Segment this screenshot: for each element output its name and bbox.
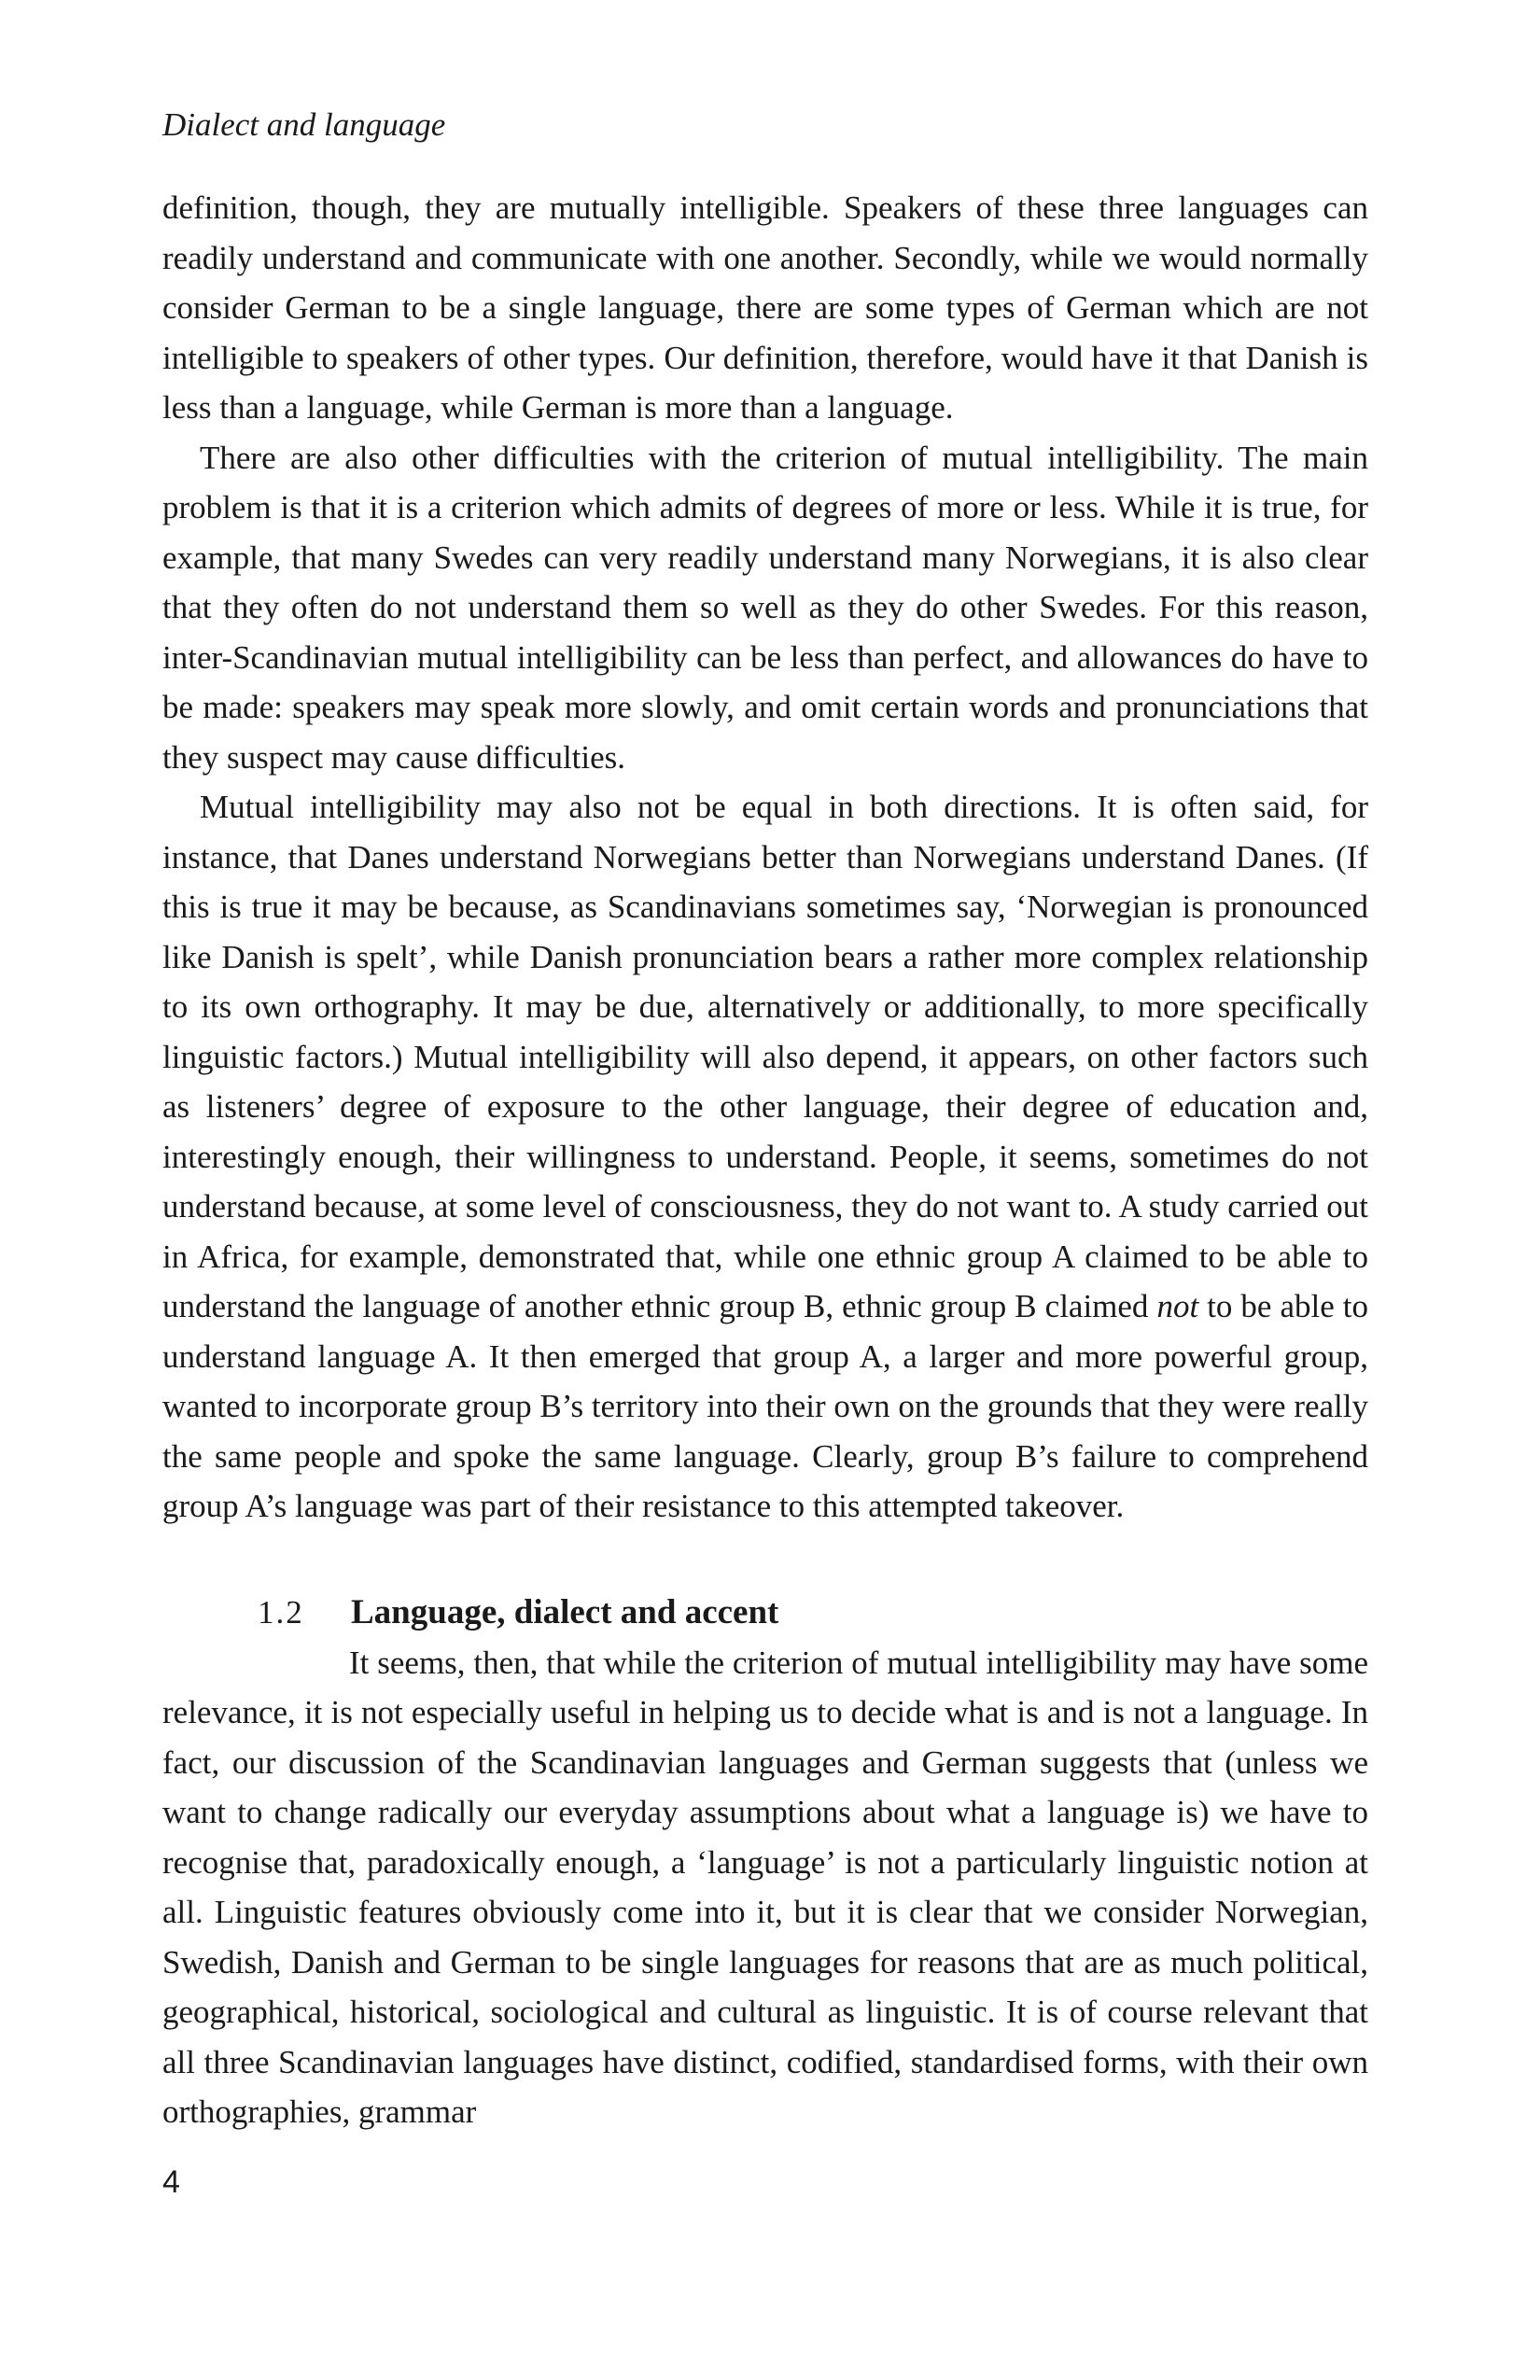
paragraph-intelligibility-degrees: There are also other difficulties with the criterion of mutual intelligibility. The main problem is that it is a criterion which admits of degrees of more or less. While it is true, for example, that many Swedes can very readily understand many Norwegians, it is also clear that they often do not understand them so well as they do other Swedes. For this reason, inter-Scandinavian mutual intelligibility can be less than perfect, and allowances do have to be made: speakers may speak more slowly, and omit certain words and pronunciations that they suspect may cause difficulties.: [162, 439, 1368, 776]
paragraph-continued: definition, though, they are mutually intelligible. Speakers of these three languages can readily understand and communicate with one another. Secondly, while we would normally consider German to be a single language, there are some types of German which are not intelligible to speakers of other types. Our definition, therefore, would have it that Danish is less than a language, while German is more than a language.: [162, 189, 1368, 426]
section-heading: [162, 1588, 1368, 1638]
emphasis-not: not: [1156, 1288, 1199, 1324]
book-page: [162, 103, 1368, 2137]
section-number: 1.2: [258, 1593, 304, 1631]
paragraph-text-before-emphasis: Mutual intelligibility may also not be equal in both directions. It is often said, for instance, that Danes understand Norwegians better than Norwegians understand Danes. (If this is true it may be because, as Scandinavians sometimes say, ‘Norwegian is pronounced like Danish is spelt’, while Danish pronunciation bears a rather more complex relationship to its own orthography. It may be due, alternatively or additionally, to more specifically linguistic factors.) Mutual intelligibility will also depend, it appears, on other factors such as listeners’ degree of exposure to the other language, their degree of education and, interestingly enough, their willingness to understand. People, it seems, sometimes do not understand because, at some level of consciousness, they do not want to. A study carried out in Africa, for example, demonstrated that, while one ethnic group A claimed to be able to understand the language of another ethnic group B, ethnic group B claimed: [162, 789, 1368, 1324]
section-title: Language, dialect and accent: [351, 1592, 779, 1631]
paragraph-intelligibility-directions: [162, 782, 1368, 1532]
paragraph-text-after-emphasis: to be able to understand language A. It then emerged that group A, a larger and more powerful group, wanted to incorporate group B’s territory into their own on the grounds that they were really the same people and spoke the same language. Clearly, group B’s failure to comprehend group A’s language was part of their resistance to this attempted takeover.: [162, 1288, 1369, 1524]
page-number: 4: [162, 2164, 180, 2200]
section-first-paragraph: It seems, then, that while the criterion of mutual intelligibility may have some relevance, it is not especially useful in helping us to decide what is and is not a language. In fact, our discussion of the Scandinavian languages and German suggests that (unless we want to change radically our everyday assumptions about what a language is) we have to recognise that, paradoxically enough, a ‘language’ is not a particularly linguistic notion at all. Linguistic features obviously come into it, but it is clear that we consider Norwegian, Swedish, Danish and German to be single languages for reasons that are as much political, geographical, historical, sociological and cultural as linguistic. It is of course relevant that all three Scandinavian languages have distinct, codified, standardised forms, with their own orthographies, grammar: [162, 1644, 1368, 2130]
running-head: Dialect and language: [162, 106, 446, 143]
